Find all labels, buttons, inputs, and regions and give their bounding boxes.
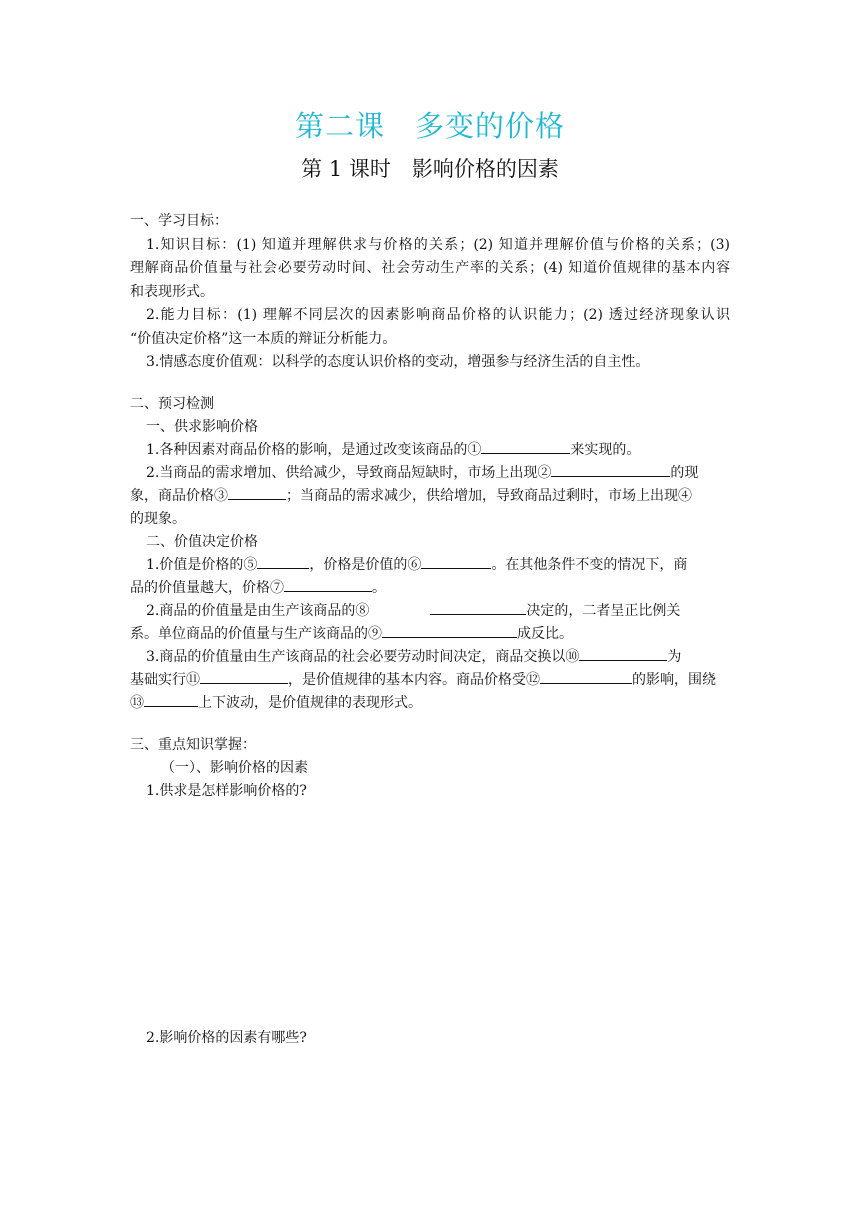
- q2-3-text-c: 基础实行⑪: [130, 672, 200, 688]
- blank-7[interactable]: [284, 579, 372, 592]
- q2-1-text-d: 品的价值量越大，价格⑦: [130, 580, 284, 596]
- lesson-title: 第二课 多变的价格: [294, 109, 565, 143]
- q2-2-text-a: 2.商品的价值量是由生产该商品的⑧: [146, 603, 370, 619]
- goal-ability-line2: “价值决定价格”这一本质的辩证分析能力。: [130, 331, 397, 347]
- q2-1-text-c: 。在其他条件不变的情况下，商: [491, 557, 688, 573]
- q1-2-text-d: ；当商品的需求减少，供给增加，导致商品过剩时，市场上出现④: [286, 488, 692, 504]
- q2-3-text-g: 上下波动，是价值规律的表现形式。: [198, 695, 422, 711]
- blank-9[interactable]: [382, 625, 517, 638]
- blank-2[interactable]: [551, 464, 670, 477]
- q2-3-text-a: 3.商品的价值量由生产该商品的社会必要劳动时间决定，商品交换以⑩: [146, 649, 580, 665]
- q2-2-text-c: 系。单位商品的价值量与生产该商品的⑨: [130, 626, 382, 642]
- blank-12[interactable]: [540, 671, 632, 684]
- question-2-1-line2: [130, 579, 386, 597]
- lesson-subtitle: 第 1 课时 影响价格的因素: [301, 157, 559, 181]
- q1-2-text-b: 的现: [670, 465, 699, 481]
- subheading-value-price: 二、价值决定价格: [146, 534, 258, 550]
- blank-11[interactable]: [200, 671, 288, 684]
- section-heading-preview: 二、预习检测: [130, 396, 214, 412]
- question-3-1: 1.供求是怎样影响价格的?: [146, 783, 307, 799]
- goal-knowledge-line2: 理解商品价值量与社会必要劳动时间、社会劳动生产率的关系；(4) 知道价值规律的基本内容: [130, 260, 730, 276]
- subheading-price-factors: （一）、影响价格的因素: [161, 760, 308, 776]
- q1-2-text-c: 象，商品价格③: [130, 488, 228, 504]
- q2-1-text-e: 。: [372, 580, 386, 596]
- blank-1[interactable]: [481, 441, 570, 454]
- q2-2-text-d: 成反比。: [517, 626, 573, 642]
- section-heading-goals: 一、学习目标：: [130, 213, 228, 229]
- q2-2-text-b: 决定的，二者呈正比例关: [526, 603, 681, 619]
- goal-ability-line1: 2.能力目标：(1) 理解不同层次的因素影响商品价格的认识能力；(2) 透过经济现象认识: [146, 307, 730, 323]
- question-2-2-line2: [130, 625, 573, 643]
- q1-1-text-b: 来实现的。: [570, 442, 641, 458]
- goal-attitude: 3.情感态度价值观：以科学的态度认识价格的变动，增强参与经济生活的自主性。: [146, 354, 650, 370]
- goal-knowledge-line3: 和表现形式。: [130, 284, 214, 300]
- question-3-2: 2.影响价格的因素有哪些?: [146, 1030, 307, 1046]
- question-1-2-line3: 的现象。: [130, 511, 186, 527]
- blank-13[interactable]: [144, 694, 198, 707]
- question-1-1: [146, 441, 640, 459]
- question-2-3-line2: [130, 671, 716, 689]
- blank-5[interactable]: [257, 556, 309, 569]
- q1-1-text-a: 1.各种因素对商品价格的影响，是通过改变该商品的①: [146, 442, 482, 458]
- q2-1-text-a: 1.价值是价格的⑤: [146, 557, 258, 573]
- q2-3-text-b: 为: [667, 649, 682, 665]
- q2-1-text-b: ，价格是价值的⑥: [309, 557, 422, 573]
- question-2-2-line1: [146, 602, 680, 620]
- blank-10[interactable]: [579, 648, 667, 661]
- subheading-supply-demand: 一、供求影响价格: [146, 419, 258, 435]
- question-2-3-line1: [146, 648, 681, 666]
- section-heading-key-knowledge: 三、重点知识掌握：: [130, 737, 256, 753]
- q2-3-text-f: ⑬: [130, 695, 144, 711]
- q1-2-text-a: 2.当商品的需求增加、供给减少，导致商品短缺时，市场上出现②: [146, 465, 552, 481]
- q2-3-text-e: 的影响，围绕: [632, 672, 716, 688]
- blank-8[interactable]: [430, 602, 526, 615]
- question-1-2-line2: [130, 487, 692, 505]
- question-2-3-line3: [130, 694, 422, 712]
- blank-6[interactable]: [421, 556, 491, 569]
- question-1-2-line1: [146, 464, 698, 482]
- question-2-1-line1: [146, 556, 687, 574]
- goal-knowledge-line1: 1.知识目标：(1) 知道并理解供求与价格的关系；(2) 知道并理解价值与价格的关系；(3): [146, 237, 730, 253]
- q2-3-text-d: ，是价值规律的基本内容。商品价格受⑫: [288, 672, 540, 688]
- blank-3[interactable]: [228, 487, 286, 500]
